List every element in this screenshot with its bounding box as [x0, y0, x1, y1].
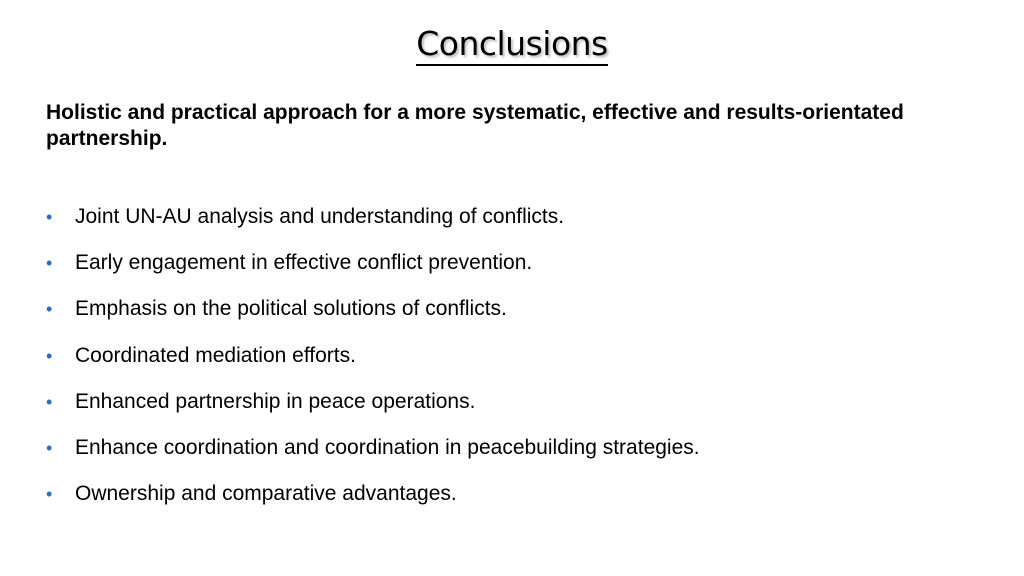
- slide-title-text: Conclusions: [416, 24, 608, 66]
- bullet-item: [46, 434, 986, 480]
- bullet-text: Ownership and comparative advantages.: [75, 482, 457, 506]
- bullet-item: [46, 480, 986, 526]
- bullet-icon: •: [46, 299, 53, 320]
- bullet-text: Joint UN-AU analysis and understanding of conflicts.: [75, 205, 565, 228]
- bullet-text: Emphasis on the political solutions of conflicts.: [75, 297, 507, 321]
- bullet-text: Coordinated mediation efforts.: [75, 343, 356, 367]
- bullet-icon: •: [46, 484, 53, 505]
- bullet-list: [46, 203, 986, 526]
- bullet-item: [46, 295, 986, 341]
- bullet-text: Early engagement in effective conflict prevention.: [75, 251, 533, 275]
- bullet-item: [46, 388, 986, 434]
- bullet-item: [46, 203, 986, 249]
- bullet-icon: •: [46, 345, 53, 366]
- bullet-icon: •: [46, 391, 53, 412]
- bullet-icon: •: [46, 253, 53, 274]
- bullet-icon: •: [46, 207, 53, 227]
- bullet-item: [46, 249, 986, 295]
- bullet-item: [46, 342, 986, 388]
- bullet-text: Enhance coordination and coordination in peacebuilding strategies.: [75, 435, 700, 459]
- bullet-icon: •: [46, 437, 53, 458]
- bullet-text: Enhanced partnership in peace operations.: [75, 389, 476, 413]
- slide-subtitle: Holistic and practical approach for a more systematic, effective and results-orientated partnership.: [46, 101, 904, 150]
- slide-title: [0, 22, 1024, 66]
